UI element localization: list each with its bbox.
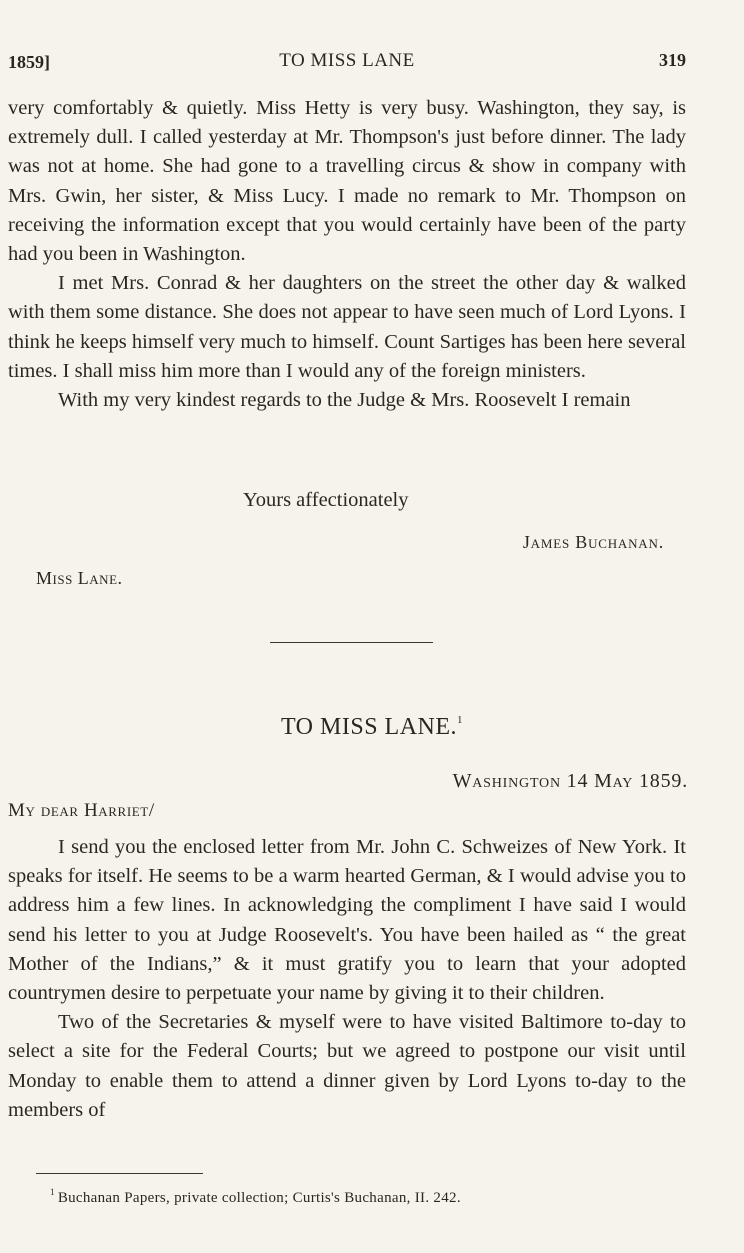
letter1-recipient: Miss Lane. — [36, 568, 123, 588]
letter2-footnote-ref: 1 — [457, 714, 464, 726]
header-title: TO MISS LANE — [279, 50, 415, 71]
running-header — [8, 48, 686, 74]
footnote-mark: 1 — [50, 1187, 55, 1197]
header-year: 1859] — [8, 52, 50, 72]
footnote-rule — [36, 1173, 203, 1174]
page-number: 319 — [659, 50, 686, 70]
letter2-title — [0, 714, 744, 741]
letter1-paragraph: I met Mrs. Conrad & her daughters on the street the other day & walked with them some distance. She does not appear to have seen much of Lord Lyons. I think he keeps himself very much to himself. Count Sartiges has been here several times. I shall miss him more than I would any of the foreign ministers. — [8, 272, 686, 382]
letter2-title-text: TO MISS LANE. — [280, 714, 458, 740]
letter2-paragraph: I send you the enclosed letter from Mr. John C. Schweizes of New York. It speaks for itself. He seems to be a warm hearted German, & I would advise you to address him a few lines. In acknowledging the compliment I have said I would send his letter to you at Judge Roosevelt's. You have been hailed as “ the great Mother of the Indians,” & it must gratify you to learn that your adopted countrymen desire to perpetuate your name by giving it to their children. — [8, 836, 686, 1005]
letter1-paragraph: very comfortably & quietly. Miss Hetty is very busy. Washington, they say, is extremely dull. I called yesterday at Mr. Thompson's just before dinner. The lady was not at home. She had gone to a travelling circus & show in company with Mrs. Gwin, her sister, & Miss Lucy. I made no remark to Mr. Thompson on receiving the information except that you would certainly have been of the party had you been in Washington. — [8, 97, 686, 266]
letter2-body — [8, 833, 686, 1125]
letter2-salutation: My dear Harriet/ — [8, 800, 155, 821]
letter1-signature: James Buchanan. — [522, 532, 664, 552]
letter2-paragraph: Two of the Secretaries & myself were to have visited Baltimore to-day to select a site for the Federal Courts; but we agreed to postpone our visit until Monday to enable them to attend a dinner given by Lord Lyons to-day to the members of — [8, 1011, 686, 1121]
letter1-paragraph: With my very kindest regards to the Judge & Mrs. Roosevelt I remain — [58, 389, 631, 412]
section-divider — [270, 642, 433, 643]
letter2-dateline: Washington 14 May 1859. — [452, 770, 688, 792]
footnote-text: Buchanan Papers, private collection; Curtis's Buchanan, II. 242. — [57, 1190, 461, 1206]
letter1-body — [8, 94, 686, 415]
footnote — [50, 1187, 461, 1207]
letter1-closing: Yours affectionately — [243, 489, 409, 511]
